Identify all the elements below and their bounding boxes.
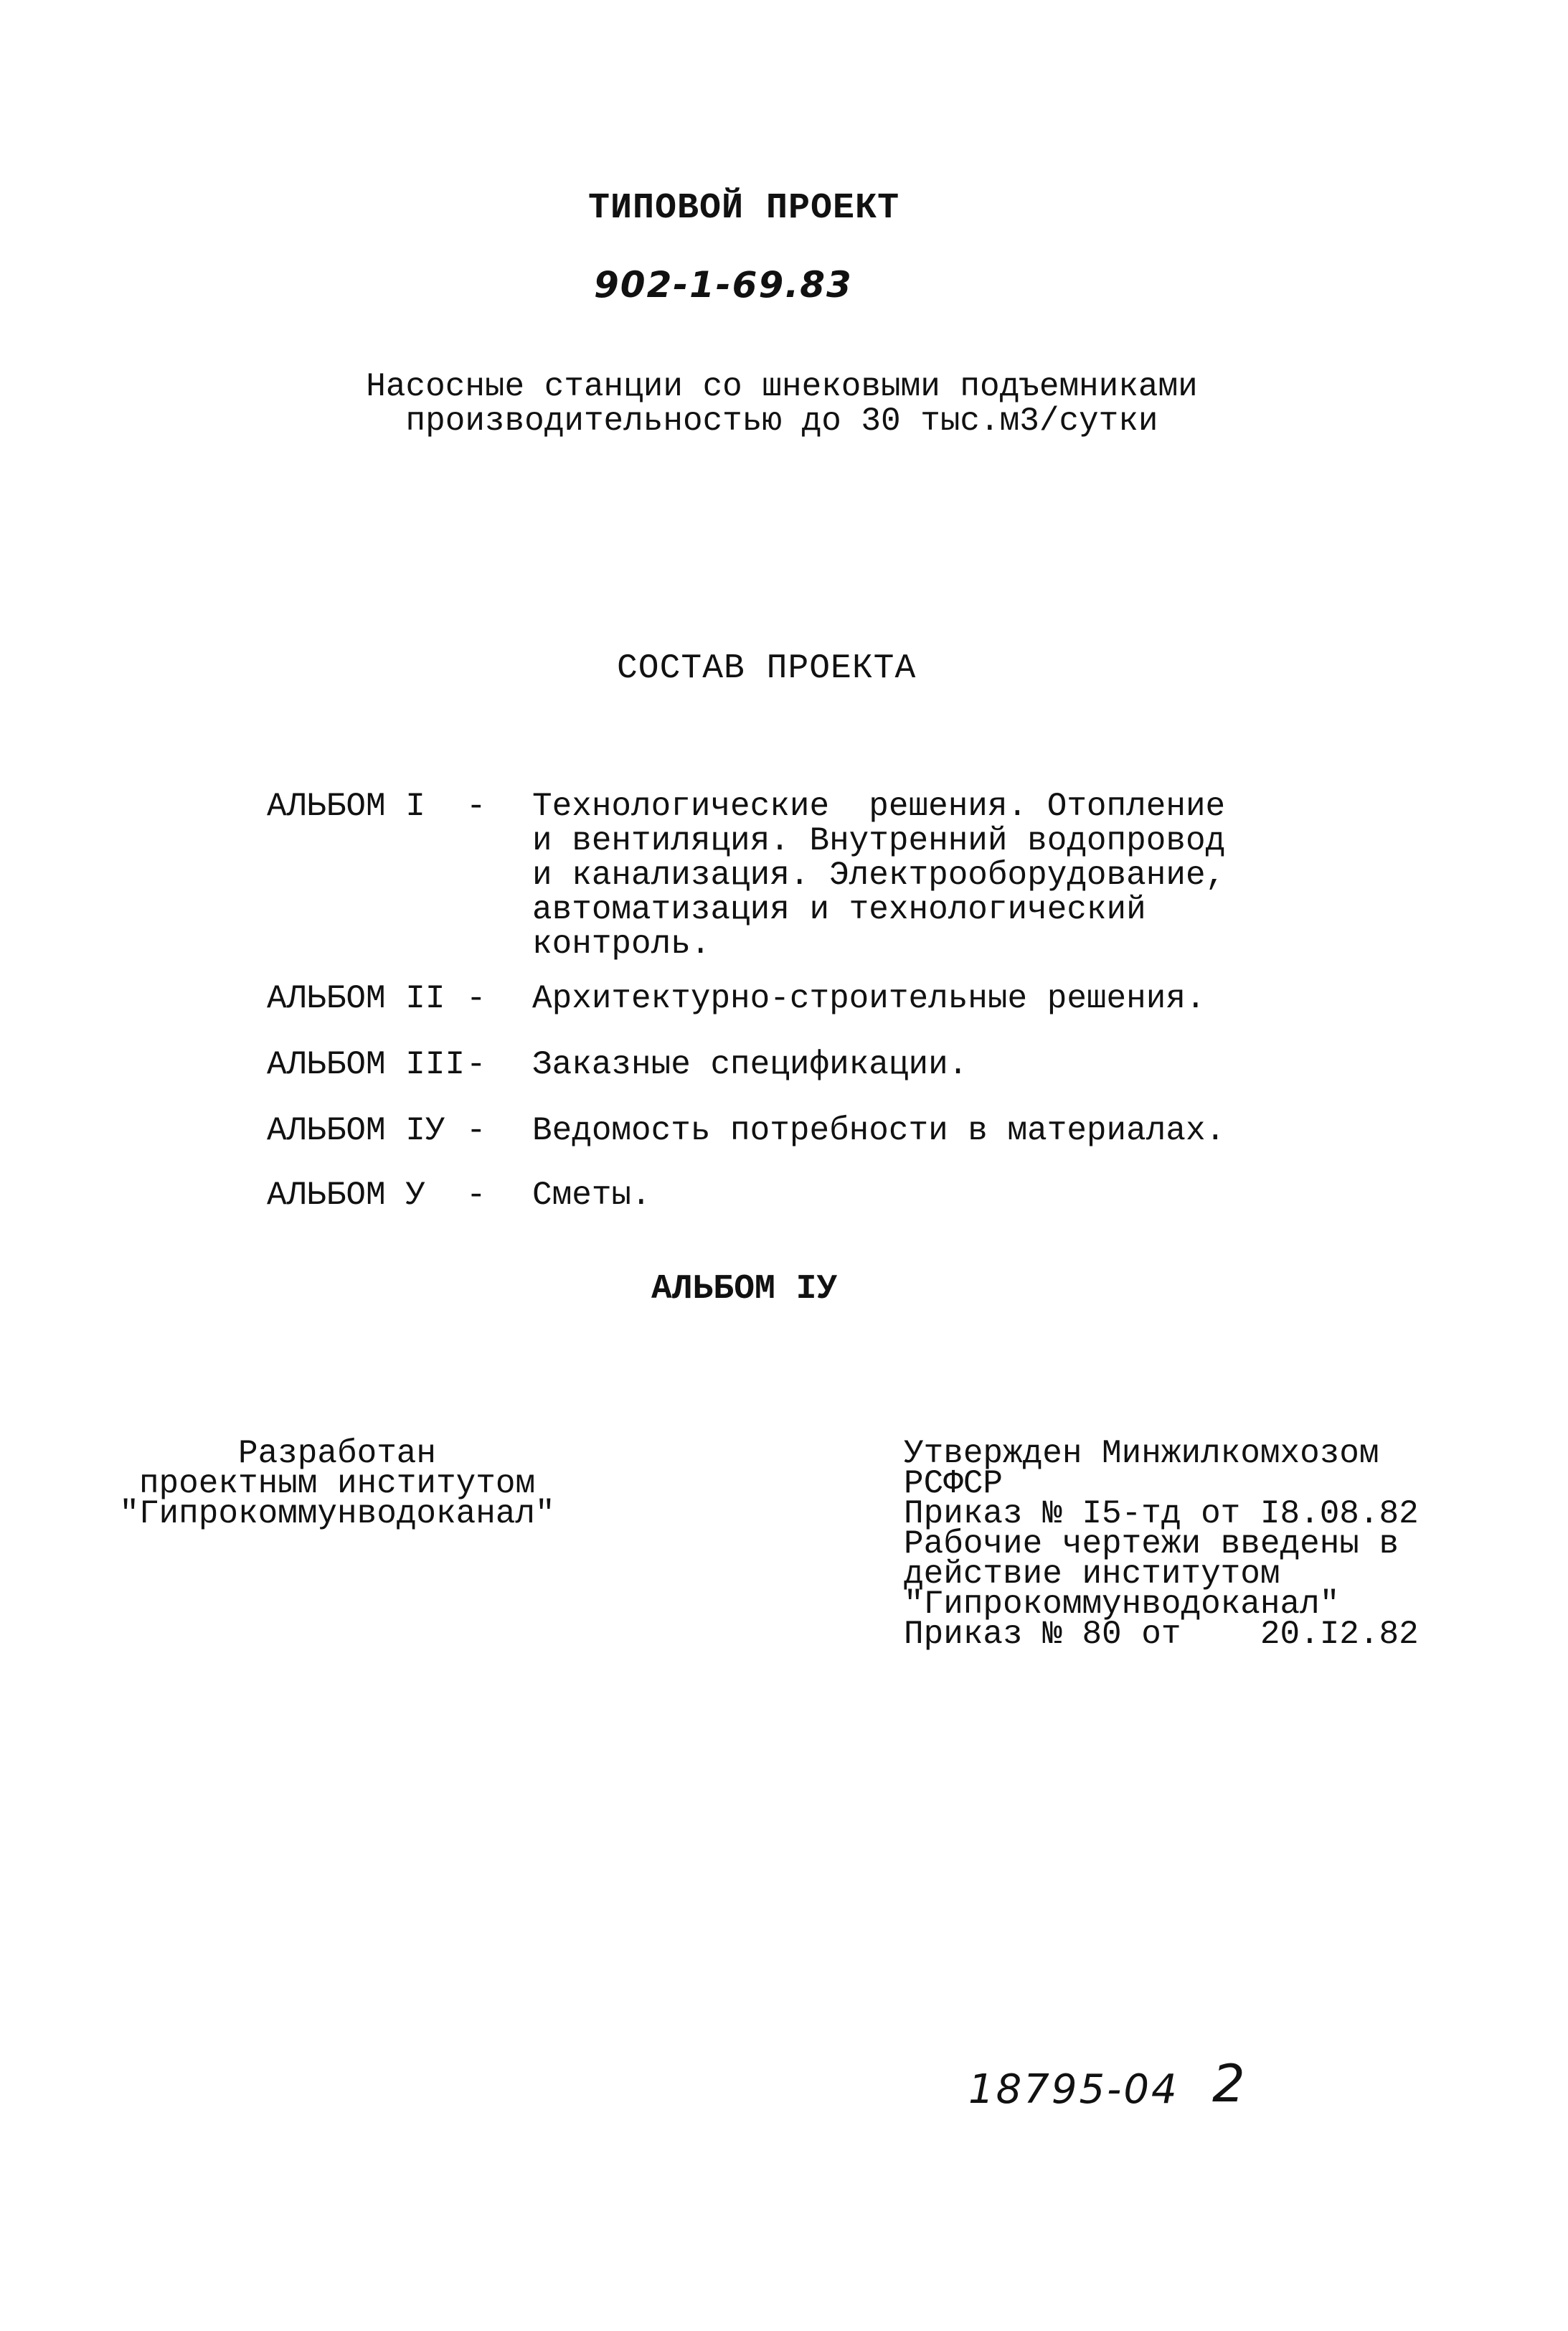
approval-line-4: Рабочие чертежи введены в [904,1525,1399,1563]
approval-line-6: "Гипрокоммунводоканал" [904,1586,1340,1623]
album-label: АЛЬБОМ IУ [267,1112,445,1149]
subtitle-line-1: Насосные станции со шнековыми подъемниками [366,368,1198,405]
album-label: АЛЬБОМ I [267,788,425,825]
album-description-line: автоматизация и технологический [532,891,1146,928]
project-subtitle [316,369,1248,438]
sheet-number: 2 [1212,2053,1245,2114]
project-number: 902-1-69.83 [594,264,853,306]
album-dash: - [466,1112,486,1149]
album-description-line: Архитектурно-строительные решения. [532,980,1206,1017]
developer-block [86,1435,588,1532]
album-description-line: и канализация. Электрооборудование, [532,857,1226,894]
composition-heading: СОСТАВ ПРОЕКТА [617,649,917,688]
album-label: АЛЬБОМ III [267,1046,466,1083]
album-description-line: Сметы. [532,1177,651,1214]
album-description-line: контроль. [532,926,711,963]
inventory-number: 18795-04 [968,2066,1179,2113]
album-label: АЛЬБОМ II [267,980,445,1017]
developer-line-1: Разработан [237,1435,437,1472]
approval-line-1: Утвержден Минжилкомхозом [904,1435,1379,1472]
album-description [532,789,1536,961]
album-description-line: и вентиляция. Внутренний водопровод [532,822,1226,860]
album-description-line: Заказные спецификации. [532,1046,968,1083]
album-description-line: Технологические решения. Отопление [532,788,1226,825]
album-description [532,981,1536,1016]
album-description-line: Ведомость потребности в материалах. [532,1112,1226,1149]
document-title: ТИПОВОЙ ПРОЕКТ [588,188,900,229]
subtitle-line-2: производительностью до 30 тыс.м3/сутки [405,402,1158,440]
album-dash: - [466,1046,486,1083]
developer-line-2: проектным институтом [138,1465,536,1502]
approval-line-3: Приказ № I5-тд от I8.08.82 [904,1495,1419,1532]
approval-line-5: действие институтом [904,1555,1280,1593]
album-description [532,1178,1536,1212]
current-album-heading: АЛЬБОМ IУ [651,1270,838,1309]
approval-line-7: Приказ № 80 от 20.I2.82 [904,1616,1419,1653]
album-dash: - [466,1177,486,1214]
approval-line-2: РСФСР [904,1465,1003,1502]
developer-line-3: "Гипрокоммунводоканал" [119,1495,555,1532]
album-description [532,1113,1536,1148]
album-dash: - [466,980,486,1017]
approval-block [904,1435,1549,1653]
album-dash: - [466,788,486,825]
album-description [532,1047,1536,1082]
album-label: АЛЬБОМ У [267,1177,425,1214]
